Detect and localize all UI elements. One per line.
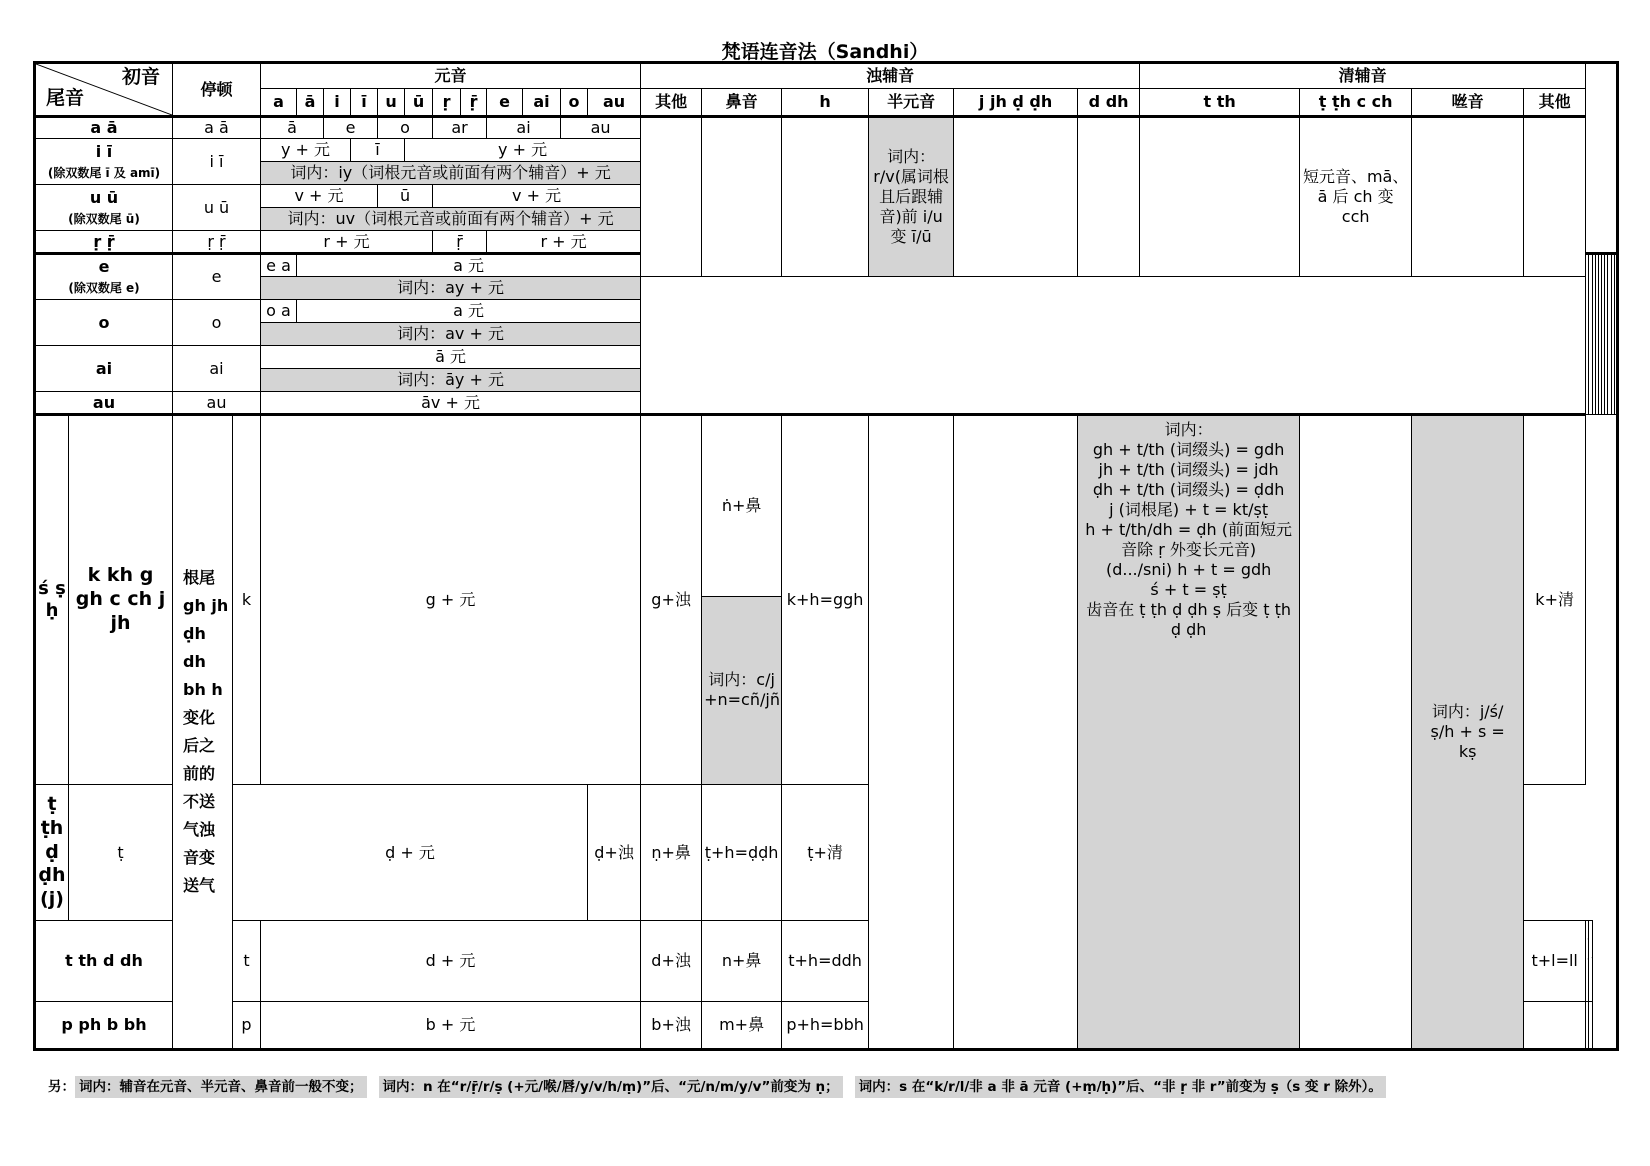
cell: ā <box>261 117 324 139</box>
vowel-col: o <box>561 89 588 117</box>
cell: au <box>561 117 641 139</box>
cell: ṅ+鼻 <box>702 415 782 597</box>
pause-r: ṛ ṝ <box>173 231 261 254</box>
voiced-col: d dh <box>1078 89 1140 117</box>
header-initial: 初音 <box>121 66 160 88</box>
cell: r + 元 <box>261 231 433 254</box>
cell: ā 元 <box>261 346 641 369</box>
pause-e: e <box>173 254 261 300</box>
cell: t+l=ll <box>1524 921 1586 1002</box>
cell: āv + 元 <box>261 392 641 415</box>
cell: k+清 <box>1524 415 1586 785</box>
vowel-col: au <box>588 89 641 117</box>
vowel-col: ai <box>523 89 561 117</box>
final-o: o <box>35 300 173 346</box>
vowel-col: ū <box>405 89 433 117</box>
pause-k: k <box>233 415 261 785</box>
semivowel-note: 词内：r/v(属词根且后跟辅音)前 i/u 变 ī/ū <box>869 117 954 277</box>
cell: t+h=ddh <box>782 921 869 1002</box>
cell: o <box>378 117 433 139</box>
cell: p+h=bbh <box>782 1002 869 1050</box>
cell: ṝ <box>433 231 487 254</box>
vowel-col: u <box>378 89 405 117</box>
cell: ḍ + 元 <box>233 785 588 921</box>
voiced-col: 半元音 <box>869 89 954 117</box>
final-au: au <box>35 392 173 415</box>
header-vowel: 元音 <box>261 63 641 89</box>
cell: n+鼻 <box>702 921 782 1002</box>
pause-p: p <box>233 1002 261 1050</box>
note-2: 词内：n 在“r/ṝ/r/ṣ (+元/喉/唇/y/v/h/ṃ)”后、“元/n/m/y/v”前变为 ṇ； <box>379 1076 843 1098</box>
empty-cell <box>1078 117 1140 277</box>
cell: y + 元 <box>405 139 641 162</box>
empty-cell <box>641 117 702 277</box>
vowel-col: e <box>487 89 523 117</box>
voiced-col: 鼻音 <box>702 89 782 117</box>
sibilant-note: 词内：j/ś/ṣ/h + s = kṣ <box>1412 415 1524 1050</box>
voiceless-col: 咝音 <box>1412 89 1524 117</box>
header-final: 尾音 <box>46 87 85 110</box>
cell: e <box>324 117 378 139</box>
cell: d+浊 <box>641 921 702 1002</box>
pause-u: u ū <box>173 185 261 231</box>
voiceless-col: t th <box>1140 89 1300 117</box>
final-i: i ī (除双数尾 ī 及 amī) <box>35 139 173 185</box>
vowel-col: ī <box>351 89 378 117</box>
cell: o a <box>261 300 297 323</box>
pause-note: 根尾 gh jh ḍh dh bh h 变化后之前的不送气浊音变送气 <box>173 415 233 1050</box>
empty-cell <box>1524 1002 1586 1050</box>
cell: ṇ+鼻 <box>641 785 702 921</box>
cell: ū <box>378 185 433 208</box>
pause-ai: ai <box>173 346 261 392</box>
word-internal-note: 词内：uv（词根元音或前面有两个辅音）+ 元 <box>261 208 641 231</box>
cell: ṭ+清 <box>782 785 869 921</box>
empty-cell <box>702 117 782 277</box>
vowel-col: ā <box>297 89 324 117</box>
voiced-col: j jh ḍ ḍh <box>954 89 1078 117</box>
dental-rules-note: 词内： gh + t/th (词缀头) = gdh jh + t/th (词缀头) = jdh ḍh + t/th (词缀头) = ḍdh j (词根尾) + t = kt/ṣṭ h + t/th/dh = ḍh (前面短元音除 ṛ 外变长元音) (d.../sni) h + t = gdh ś + t = ṣṭ 齿音在 ṭ ṭh ḍ ḍh ṣ 后变 ṭ ṭh ḍ ḍh <box>1078 415 1300 1050</box>
pause-i: i ī <box>173 139 261 185</box>
cell: ī <box>351 139 405 162</box>
pause-au: au <box>173 392 261 415</box>
cell: ṭ+h=ḍḍh <box>702 785 782 921</box>
cell: b+浊 <box>641 1002 702 1050</box>
note-3: 词内：s 在“k/r/l/非 a 非 ā 元音 (+ṃ/ḥ)”后、“非 ṛ 非 r”前变为 ṣ（s 变 r 除外）。 <box>855 1076 1386 1098</box>
cell: k+h=ggh <box>782 415 869 785</box>
empty-cell <box>782 117 869 277</box>
empty-cell <box>1524 117 1586 277</box>
final-t-dental: t th d dh <box>35 921 173 1002</box>
cell: a 元 <box>297 300 641 323</box>
pause-o: o <box>173 300 261 346</box>
final-a: a ā <box>35 117 173 139</box>
pause-t-retroflex: ṭ <box>69 785 173 921</box>
empty-cell <box>1614 254 1617 415</box>
final-p: p ph b bh <box>35 1002 173 1050</box>
final-e: e (除双数尾 e) <box>35 254 173 300</box>
header-pause: 停顿 <box>173 63 261 117</box>
cell: ar <box>433 117 487 139</box>
cell: b + 元 <box>261 1002 641 1050</box>
cell: ḍ+浊 <box>588 785 641 921</box>
header-voiceless: 清辅音 <box>1140 63 1586 89</box>
cj-note: 词内：c/j +n=cñ/jñ <box>702 596 782 785</box>
note-1: 词内：辅音在元音、半元音、鼻音前一般不变； <box>75 1076 367 1098</box>
pause-a: a ā <box>173 117 261 139</box>
final-u: u ū (除双数尾 ū) <box>35 185 173 231</box>
vowel-col: ṝ <box>461 89 487 117</box>
word-internal-note: 词内：ay + 元 <box>261 277 641 300</box>
word-internal-note: 词内：av + 元 <box>261 323 641 346</box>
footnotes <box>48 1075 1608 1095</box>
voiceless-col: 其他 <box>1524 89 1586 117</box>
cell: d + 元 <box>261 921 641 1002</box>
header-voiced: 浊辅音 <box>641 63 1140 89</box>
final-ai: ai <box>35 346 173 392</box>
cell: y + 元 <box>261 139 351 162</box>
word-internal-note: 词内：āy + 元 <box>261 369 641 392</box>
final-k-group: k kh g gh c ch j jh <box>69 415 173 785</box>
notes-lead: 另： <box>48 1079 75 1095</box>
empty-cell <box>1300 415 1412 1050</box>
cell: m+鼻 <box>702 1002 782 1050</box>
cell: ai <box>487 117 561 139</box>
voiced-col: 其他 <box>641 89 702 117</box>
cell: v + 元 <box>433 185 641 208</box>
final-r: ṛ ṝ <box>35 231 173 254</box>
cell: v + 元 <box>261 185 378 208</box>
pause-t-dental: t <box>233 921 261 1002</box>
cell: a 元 <box>297 254 641 277</box>
cell: r + 元 <box>487 231 641 254</box>
cell: g+浊 <box>641 415 702 785</box>
page-title: 梵语连音法（Sandhi） <box>721 41 929 63</box>
empty-cell <box>954 117 1078 277</box>
voiceless-col: ṭ ṭh c ch <box>1300 89 1412 117</box>
empty-cell <box>954 415 1078 1050</box>
sandhi-table <box>33 61 1619 1051</box>
cch-note: 短元音、mā、ā 后 ch 变 cch <box>1300 117 1412 277</box>
header-corner <box>35 63 173 117</box>
vowel-col: a <box>261 89 297 117</box>
final-t-retroflex: ṭ ṭh ḍ ḍh (j) <box>35 785 69 921</box>
word-internal-note: 词内：iy（词根元音或前面有两个辅音）+ 元 <box>261 162 641 185</box>
sibilant-side-label: ś ṣ ḥ <box>35 415 69 785</box>
cell <box>1589 921 1592 1002</box>
empty-cell <box>1412 117 1524 277</box>
empty-cell <box>1140 117 1300 277</box>
cell: e a <box>261 254 297 277</box>
cell <box>1589 1002 1592 1050</box>
vowel-col: ṛ <box>433 89 461 117</box>
vowel-col: i <box>324 89 351 117</box>
voiced-col: h <box>782 89 869 117</box>
cell: g + 元 <box>261 415 641 785</box>
empty-cell <box>869 415 954 1050</box>
